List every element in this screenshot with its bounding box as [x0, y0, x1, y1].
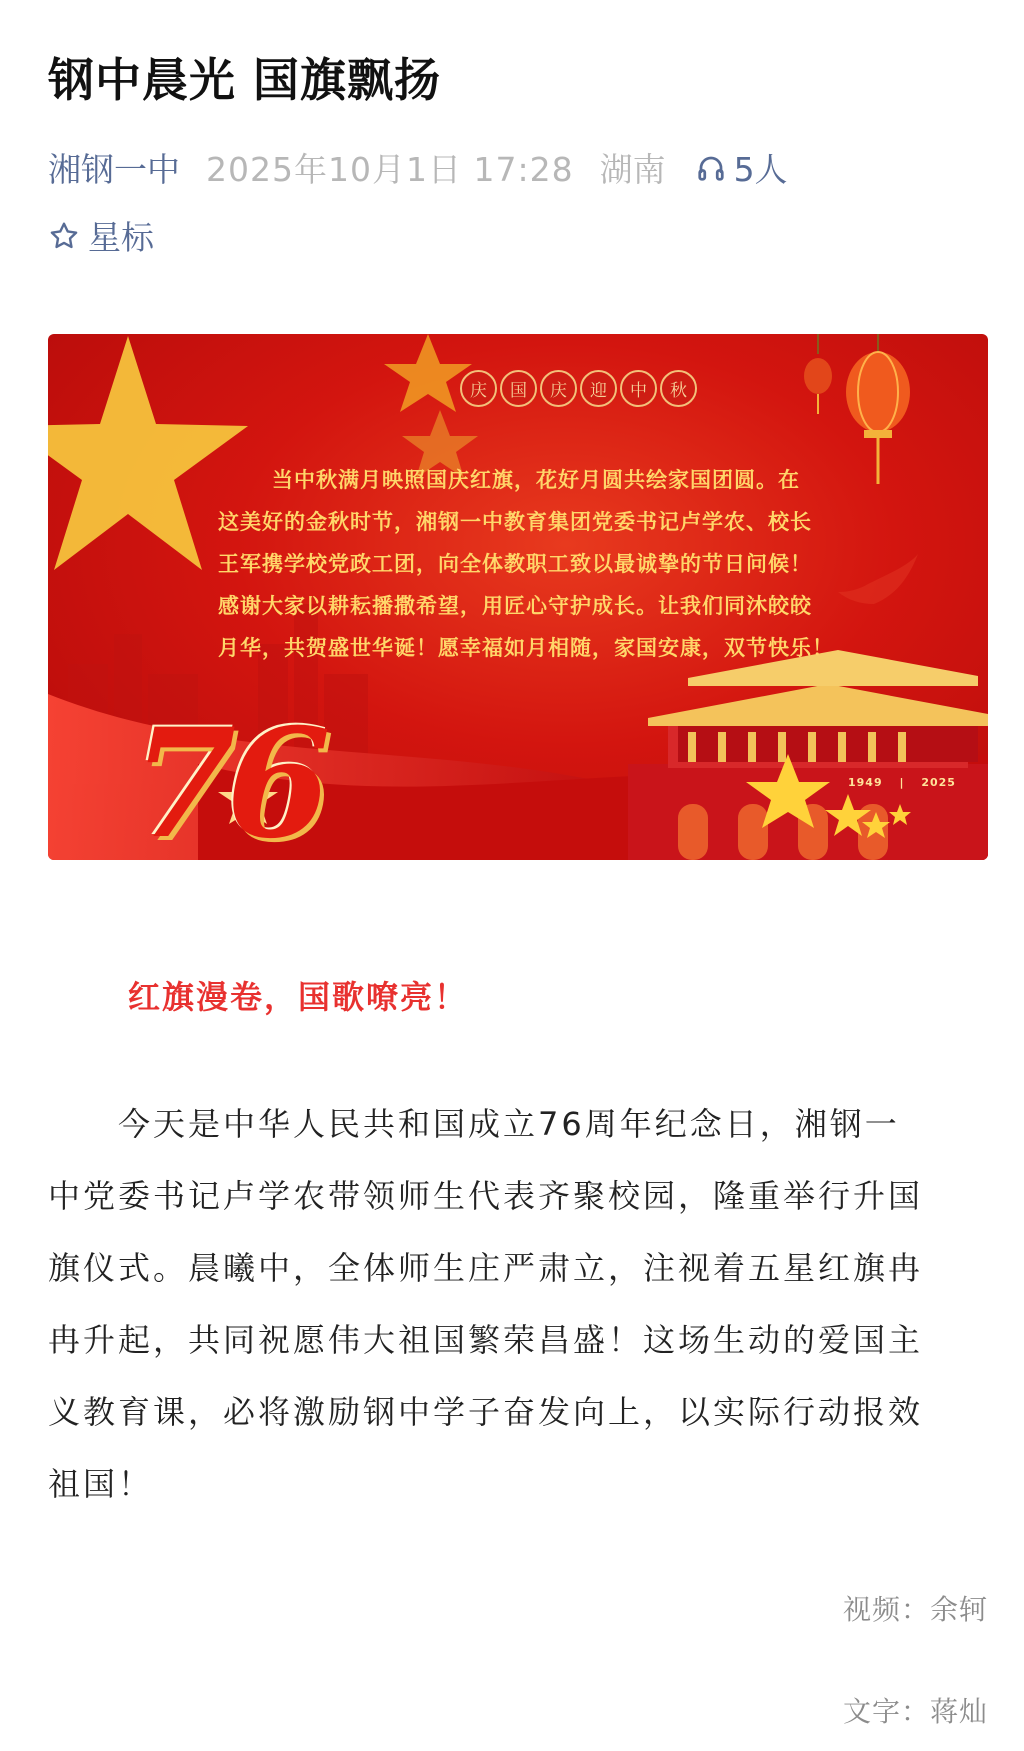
seal-char: 国 — [500, 370, 537, 407]
publish-datetime: 2025年10月1日 17:28 — [206, 150, 574, 189]
paragraph-line: 中党委书记卢学农带领师生代表齐聚校园，隆重举行升国 — [48, 1177, 924, 1215]
star-button[interactable] — [48, 212, 154, 259]
paragraph-line: 今天是中华人民共和国成立76周年纪念日，湘钢一 — [48, 1105, 900, 1143]
anniversary-number: 76 — [132, 696, 321, 860]
seal-char: 庆 — [540, 370, 577, 407]
greeting-line: 当中秋满月映照国庆红旗，花好月圆共绘家国团圆。在 — [272, 467, 800, 492]
seal-char: 迎 — [580, 370, 617, 407]
listen-count: 5人 — [733, 150, 788, 189]
seal-char: 庆 — [460, 370, 497, 407]
star-outline-icon — [48, 220, 80, 252]
publish-region: 湖南 — [599, 150, 666, 189]
small-star-icon — [384, 334, 472, 412]
account-name-link[interactable]: 湘钢一中 — [48, 150, 180, 189]
lantern-icon — [804, 334, 832, 414]
years-label: 1949 | 2025 — [848, 776, 956, 789]
greeting-line: 这美好的金秋时节，湘钢一中教育集团党委书记卢学农、校长 — [218, 509, 812, 534]
paragraph-line: 旗仪式。晨曦中，全体师生庄严肃立，注视着五星红旗冉 — [48, 1249, 924, 1287]
year-start: 1949 — [848, 776, 883, 789]
listen-button[interactable] — [696, 144, 788, 191]
festival-seal-row — [460, 370, 700, 407]
article-meta — [48, 144, 788, 191]
headphones-icon — [696, 153, 726, 183]
text-credit: 文字：蒋灿 — [842, 1695, 988, 1728]
section-slogan: 红旗漫卷，国歌嘹亮！ — [128, 978, 469, 1016]
tiananmen-icon — [628, 650, 988, 860]
greeting-line: 感谢大家以耕耘播撒希望，用匠心守护成长。让我们同沐皎皎 — [218, 593, 812, 618]
greeting-line: 王军携学校党政工团，向全体教职工致以最诚挚的节日问候！ — [218, 551, 812, 576]
article-title: 钢中晨光 国旗飘扬 — [48, 53, 442, 107]
seal-char: 秋 — [660, 370, 697, 407]
star-label: 星标 — [88, 218, 154, 257]
year-end: 2025 — [921, 776, 956, 789]
paragraph-line: 义教育课，必将激励钢中学子奋发向上，以实际行动报效 — [48, 1393, 924, 1431]
paragraph-line: 祖国！ — [48, 1465, 154, 1503]
seal-char: 中 — [620, 370, 657, 407]
paragraph-line: 冉升起，共同祝愿伟大祖国繁荣昌盛！这场生动的爱国主 — [48, 1321, 924, 1359]
greeting-text — [218, 459, 938, 669]
article-paragraph — [48, 1088, 988, 1520]
video-credit: 视频：余轲 — [842, 1593, 988, 1626]
holiday-greeting-banner — [48, 334, 988, 860]
greeting-line: 月华，共贺盛世华诞！愿幸福如月相随，家国安康，双节快乐！ — [218, 635, 834, 660]
